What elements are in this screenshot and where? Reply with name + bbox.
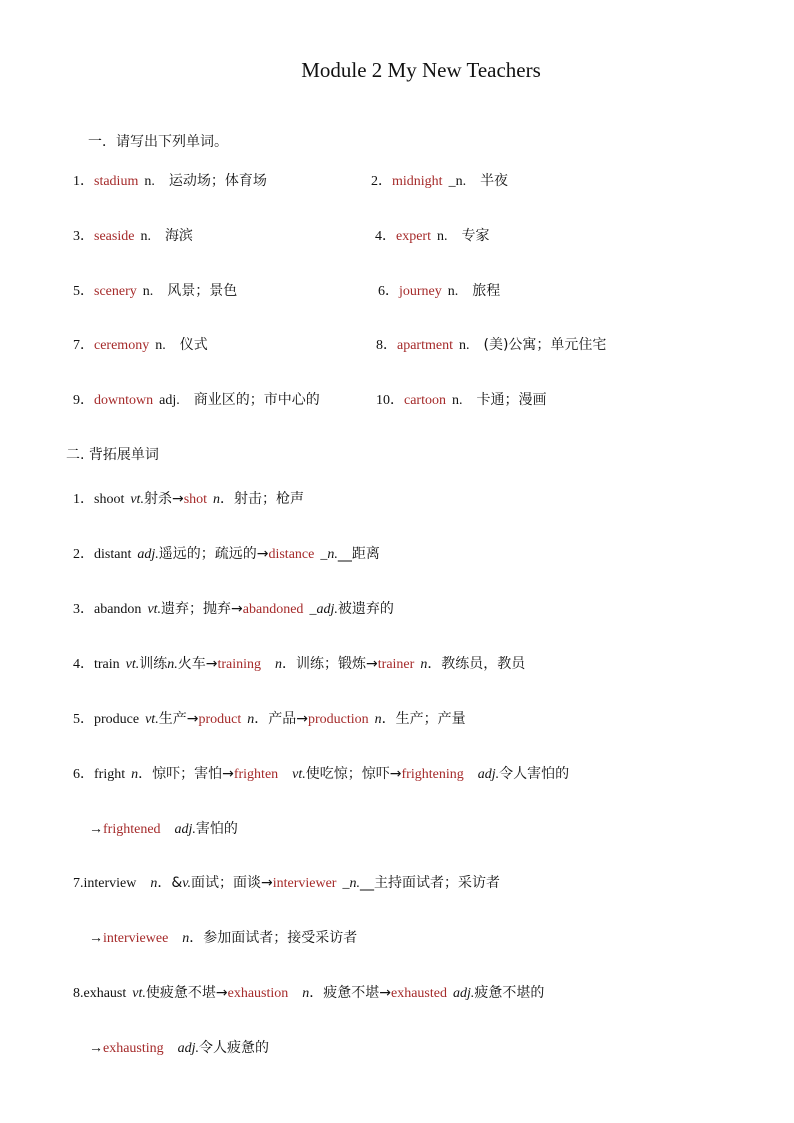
vocab-word: apartment	[397, 338, 453, 353]
derivation-line-6: 6．fright n．惊吓；害怕→frighten vt.使吃惊；惊吓→frightening adj.令人害怕的	[73, 766, 570, 782]
derivation-line-2: 2．distant adj.遥远的；疏远的→distance _n.__距离	[73, 546, 380, 562]
vocab-word: cartoon	[404, 393, 446, 408]
derivation-line-7: 7.interview n．&v.面试；面谈→interviewer _n.__主持面试者；采访者	[73, 875, 500, 891]
vocab-word: midnight	[392, 174, 443, 189]
derivation-line-7b: →interviewee n．参加面试者；接受采访者	[89, 930, 358, 946]
vocab-word: ceremony	[94, 338, 150, 353]
vocab-word: scenery	[94, 284, 137, 299]
vocab-word: stadium	[94, 174, 139, 189]
derivation-line-4: 4．train vt.训练n.火车→training n．训练；锻炼→trainer n．教练员，教员	[73, 656, 526, 672]
derivation-line-6b: →frightened adj.害怕的	[89, 821, 238, 837]
page-title: Module 2 My New Teachers	[301, 58, 541, 82]
vocab-word: expert	[396, 229, 431, 244]
vocab-word: journey	[399, 284, 442, 299]
derivation-line-1: 1．shoot vt.射杀→shot n．射击；枪声	[73, 491, 305, 507]
vocab-word: seaside	[94, 229, 135, 244]
vocab-item-6: 6．journey n. 旅程	[378, 283, 501, 299]
derivation-line-8b: →exhausting adj.令人疲惫的	[89, 1040, 270, 1056]
vocab-item-4: 4．expert n. 专家	[375, 228, 490, 244]
vocab-word: downtown	[94, 393, 154, 408]
vocab-item-9: 9．downtown adj. 商业区的；市中心的	[73, 392, 320, 408]
section1-heading: 一．请写出下列单词。	[88, 134, 228, 150]
derivation-line-3: 3．abandon vt.遗弃；抛弃→abandoned _adj.被遗弃的	[73, 601, 394, 617]
vocab-item-2: 2．midnight _n. 半夜	[371, 173, 509, 189]
vocab-item-7: 7．ceremony n. 仪式	[73, 337, 208, 353]
derivation-line-5: 5．produce vt.生产→product n．产品→production n．生产；产量	[73, 711, 466, 727]
derivation-line-8: 8.exhaust vt.使疲惫不堪→exhaustion n．疲惫不堪→exhausted adj.疲惫不堪的	[73, 985, 545, 1001]
section2-heading: 二. 背拓展单词	[66, 447, 159, 463]
vocab-item-8: 8．apartment n. (美)公寓；单元住宅	[376, 337, 607, 353]
vocab-item-10: 10．cartoon n. 卡通；漫画	[376, 392, 547, 408]
vocab-item-5: 5．scenery n. 风景；景色	[73, 283, 238, 299]
vocab-item-3: 3．seaside n. 海滨	[73, 228, 193, 244]
vocab-item-1: 1．stadium n. 运动场；体育场	[73, 173, 267, 189]
